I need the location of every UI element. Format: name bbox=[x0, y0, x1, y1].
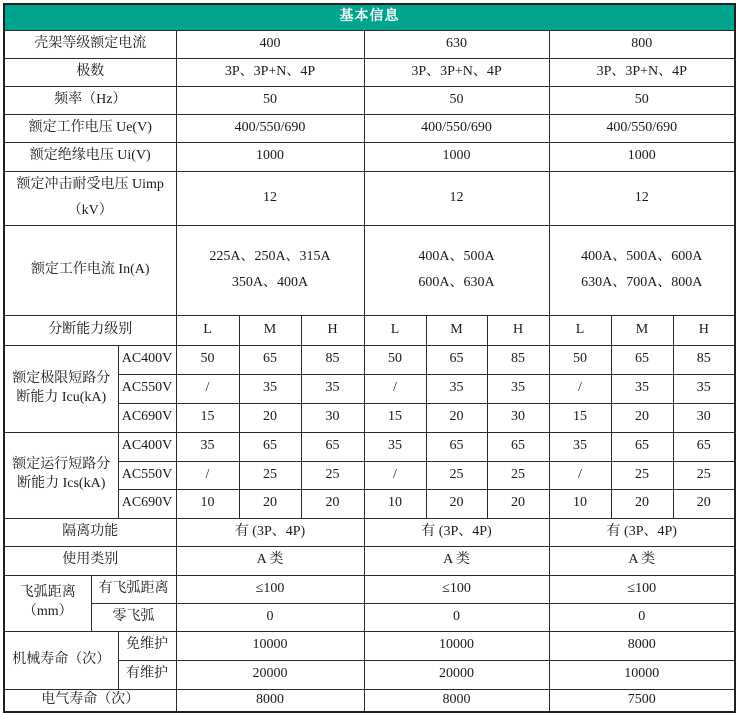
cell-value: 400/550/690 bbox=[549, 114, 735, 142]
cell-value: L bbox=[176, 315, 239, 345]
sub-label-icu-ac550v: AC550V bbox=[118, 374, 176, 403]
table-row bbox=[4, 58, 735, 86]
cell-value: 25 bbox=[673, 461, 735, 489]
cell-value: 20 bbox=[239, 489, 301, 518]
cell-value: 3P、3P+N、4P bbox=[364, 58, 549, 86]
cell-value: 50 bbox=[364, 86, 549, 114]
table-title: 基本信息 bbox=[4, 4, 735, 30]
cell-value: 10 bbox=[549, 489, 611, 518]
cell-value: 65 bbox=[673, 432, 735, 461]
cell-value: 85 bbox=[673, 345, 735, 374]
cell-value: 35 bbox=[673, 374, 735, 403]
row-label-uimp-line1: 额定冲击耐受电压 Uimp bbox=[16, 176, 164, 192]
cell-value-line: 400A、500A bbox=[418, 248, 495, 264]
cell-value: 20000 bbox=[176, 660, 364, 689]
cell-value: 0 bbox=[364, 603, 549, 631]
cell-value: 800 bbox=[549, 30, 735, 58]
cell-value: 25 bbox=[239, 461, 301, 489]
cell-value: M bbox=[426, 315, 487, 345]
cell-value: 3P、3P+N、4P bbox=[176, 58, 364, 86]
table-row bbox=[4, 225, 735, 315]
sub-label-icu-ac690v: AC690V bbox=[118, 403, 176, 432]
cell-value: H bbox=[301, 315, 364, 345]
cell-value: 400 bbox=[176, 30, 364, 58]
table-row bbox=[4, 114, 735, 142]
cell-value: H bbox=[487, 315, 549, 345]
cell-value bbox=[364, 225, 549, 315]
row-label-category: 使用类别 bbox=[4, 546, 176, 575]
cell-value: 有 (3P、4P) bbox=[364, 518, 549, 546]
cell-value: 65 bbox=[487, 432, 549, 461]
cell-value: 30 bbox=[487, 403, 549, 432]
cell-value: 20000 bbox=[364, 660, 549, 689]
cell-value: L bbox=[549, 315, 611, 345]
row-label-in-current: 额定工作电流 In(A) bbox=[4, 225, 176, 315]
cell-value: 有 (3P、4P) bbox=[176, 518, 364, 546]
sub-label-ics-ac690v: AC690V bbox=[118, 489, 176, 518]
cell-value: / bbox=[364, 461, 426, 489]
cell-value: ≤100 bbox=[176, 575, 364, 603]
cell-value: 15 bbox=[364, 403, 426, 432]
cell-value bbox=[549, 225, 735, 315]
cell-value: 8000 bbox=[176, 689, 364, 712]
cell-value: 1000 bbox=[176, 142, 364, 171]
cell-value: 1000 bbox=[549, 142, 735, 171]
cell-value: 35 bbox=[301, 374, 364, 403]
cell-value: 35 bbox=[364, 432, 426, 461]
row-label-arc: 飞弧距离（mm） bbox=[4, 575, 91, 631]
cell-value: 7500 bbox=[549, 689, 735, 712]
sub-label-icu-ac400v: AC400V bbox=[118, 345, 176, 374]
table-row bbox=[4, 546, 735, 575]
cell-value: A 类 bbox=[549, 546, 735, 575]
row-label-poles: 极数 bbox=[4, 58, 176, 86]
cell-value: 20 bbox=[426, 403, 487, 432]
sub-label-ics-ac550v: AC550V bbox=[118, 461, 176, 489]
cell-value-line: 350A、400A bbox=[231, 275, 309, 291]
row-label-ue: 额定工作电压 Ue(V) bbox=[4, 114, 176, 142]
cell-value: 65 bbox=[426, 345, 487, 374]
cell-value: 20 bbox=[611, 489, 673, 518]
cell-value: / bbox=[364, 374, 426, 403]
cell-value: 630 bbox=[364, 30, 549, 58]
table-row bbox=[4, 86, 735, 114]
sub-label-mech-with-maintenance: 有维护 bbox=[118, 660, 176, 689]
cell-value: 65 bbox=[239, 432, 301, 461]
row-label-isolation: 隔离功能 bbox=[4, 518, 176, 546]
cell-value bbox=[176, 225, 364, 315]
cell-value: 35 bbox=[239, 374, 301, 403]
cell-value: 20 bbox=[673, 489, 735, 518]
cell-value: 50 bbox=[549, 86, 735, 114]
cell-value: 50 bbox=[549, 345, 611, 374]
cell-value: A 类 bbox=[364, 546, 549, 575]
table-row bbox=[4, 30, 735, 58]
cell-value: 8000 bbox=[364, 689, 549, 712]
cell-value: 10 bbox=[364, 489, 426, 518]
cell-value: M bbox=[239, 315, 301, 345]
cell-value: 12 bbox=[364, 171, 549, 225]
cell-value: 10000 bbox=[176, 631, 364, 660]
cell-value: 3P、3P+N、4P bbox=[549, 58, 735, 86]
cell-value: 10000 bbox=[364, 631, 549, 660]
table-row bbox=[4, 142, 735, 171]
row-label-elec-life: 电气寿命（次） bbox=[4, 689, 176, 712]
cell-value: 20 bbox=[487, 489, 549, 518]
cell-value: 15 bbox=[549, 403, 611, 432]
cell-value: / bbox=[176, 461, 239, 489]
cell-value: 10000 bbox=[549, 660, 735, 689]
cell-value: ≤100 bbox=[364, 575, 549, 603]
cell-value: 15 bbox=[176, 403, 239, 432]
spec-table bbox=[3, 3, 736, 713]
cell-value-line: 600A、630A bbox=[418, 275, 495, 291]
row-label-icu: 额定极限短路分断能力 Icu(kA) bbox=[4, 345, 118, 432]
sub-label-mech-maintenance-free: 免维护 bbox=[118, 631, 176, 660]
cell-value-line: 630A、700A、800A bbox=[581, 275, 703, 291]
cell-value: / bbox=[549, 374, 611, 403]
cell-value: 400/550/690 bbox=[176, 114, 364, 142]
cell-value: ≤100 bbox=[549, 575, 735, 603]
cell-value: 65 bbox=[239, 345, 301, 374]
sub-label-arc-with: 有飞弧距离 bbox=[91, 575, 176, 603]
cell-value: 20 bbox=[426, 489, 487, 518]
cell-value: 85 bbox=[487, 345, 549, 374]
cell-value: 20 bbox=[611, 403, 673, 432]
cell-value: 50 bbox=[176, 345, 239, 374]
cell-value: 35 bbox=[487, 374, 549, 403]
cell-value: 25 bbox=[487, 461, 549, 489]
cell-value: 12 bbox=[176, 171, 364, 225]
cell-value: 30 bbox=[673, 403, 735, 432]
cell-value: 50 bbox=[176, 86, 364, 114]
cell-value: H bbox=[673, 315, 735, 345]
cell-value: 25 bbox=[426, 461, 487, 489]
cell-value: L bbox=[364, 315, 426, 345]
cell-value: 35 bbox=[426, 374, 487, 403]
table-row bbox=[4, 631, 735, 660]
cell-value: 35 bbox=[549, 432, 611, 461]
row-label-breaking-class: 分断能力级别 bbox=[4, 315, 176, 345]
cell-value: 35 bbox=[611, 374, 673, 403]
row-label-uimp-line2: （kV） bbox=[67, 203, 113, 219]
cell-value: 65 bbox=[611, 432, 673, 461]
row-label-frequency: 频率（Hz） bbox=[4, 86, 176, 114]
cell-value: 65 bbox=[301, 432, 364, 461]
cell-value: / bbox=[176, 374, 239, 403]
cell-value-line: 225A、250A、315A bbox=[209, 248, 331, 264]
sub-label-ics-ac400v: AC400V bbox=[118, 432, 176, 461]
cell-value: 8000 bbox=[549, 631, 735, 660]
cell-value: 20 bbox=[239, 403, 301, 432]
cell-value: 65 bbox=[611, 345, 673, 374]
cell-value-line: 400A、500A、600A bbox=[581, 248, 703, 264]
row-label-ics: 额定运行短路分断能力 Ics(kA) bbox=[4, 432, 118, 518]
cell-value: 25 bbox=[611, 461, 673, 489]
table-row bbox=[4, 518, 735, 546]
cell-value: 85 bbox=[301, 345, 364, 374]
table-row bbox=[4, 432, 735, 461]
table-row bbox=[4, 603, 735, 631]
table-row bbox=[4, 345, 735, 374]
cell-value: 12 bbox=[549, 171, 735, 225]
cell-value: 20 bbox=[301, 489, 364, 518]
row-label-ui: 额定绝缘电压 Ui(V) bbox=[4, 142, 176, 171]
table-row bbox=[4, 689, 735, 712]
cell-value: 25 bbox=[301, 461, 364, 489]
cell-value: / bbox=[549, 461, 611, 489]
row-label-mech-life: 机械寿命（次） bbox=[4, 631, 118, 689]
sub-label-arc-zero: 零飞弧 bbox=[91, 603, 176, 631]
cell-value: 10 bbox=[176, 489, 239, 518]
table-row bbox=[4, 171, 735, 225]
cell-value: 50 bbox=[364, 345, 426, 374]
cell-value: 0 bbox=[176, 603, 364, 631]
cell-value: A 类 bbox=[176, 546, 364, 575]
cell-value: 35 bbox=[176, 432, 239, 461]
cell-value: M bbox=[611, 315, 673, 345]
cell-value: 65 bbox=[426, 432, 487, 461]
row-label-frame-current: 壳架等级额定电流 bbox=[4, 30, 176, 58]
table-row bbox=[4, 575, 735, 603]
cell-value: 0 bbox=[549, 603, 735, 631]
cell-value: 1000 bbox=[364, 142, 549, 171]
row-label-uimp bbox=[4, 171, 176, 225]
cell-value: 400/550/690 bbox=[364, 114, 549, 142]
table-row bbox=[4, 315, 735, 345]
cell-value: 30 bbox=[301, 403, 364, 432]
cell-value: 有 (3P、4P) bbox=[549, 518, 735, 546]
table-row bbox=[4, 4, 735, 30]
